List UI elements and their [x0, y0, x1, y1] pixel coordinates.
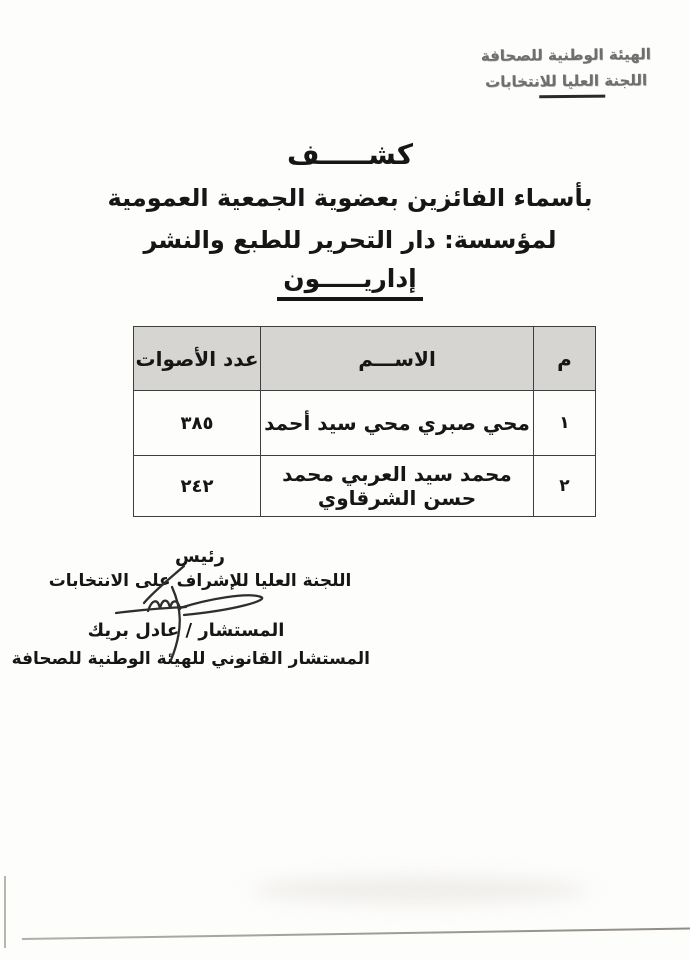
doc-category-text: إداريـــــون	[277, 264, 422, 301]
doc-subtitle-winners: بأسماء الفائزين بعضوية الجمعية العمومية	[107, 184, 593, 212]
cell-serial: ١	[534, 391, 596, 456]
table-header-row	[134, 327, 596, 391]
header-cell-votes: عدد الأصوات	[134, 327, 261, 391]
cell-winner-name: محمد سيد العربي محمد حسن الشرقاوي	[261, 456, 534, 517]
header-cell-serial: م	[534, 327, 596, 391]
authority-stamp	[466, 45, 667, 99]
signature-committee: اللجنة العليا للإشراف على الانتخابات	[48, 571, 352, 591]
stamp-committee-name: اللجنة العليا للانتخابات	[484, 71, 648, 91]
scan-artifact-line	[4, 876, 6, 948]
scan-ghost-smudge	[250, 876, 590, 904]
cell-vote-count: ٣٨٥	[134, 391, 261, 456]
results-table	[133, 326, 596, 517]
cell-vote-count: ٢٤٢	[134, 456, 261, 517]
stamp-underline-divider	[539, 95, 605, 99]
doc-title: كشـــــف	[287, 138, 413, 171]
table-row	[134, 456, 596, 517]
signatory-name: المستشار / عادل بريك	[87, 620, 285, 641]
scan-artifact-line	[22, 928, 690, 940]
doc-subtitle-institution: لمؤسسة: دار التحرير للطبع والنشر	[143, 226, 557, 254]
cell-winner-name: محي صبري محي سيد أحمد	[261, 391, 534, 456]
table-row	[134, 391, 596, 456]
cell-serial: ٢	[534, 456, 596, 517]
signatory-role: المستشار القانوني للهيئة الوطنية للصحافة	[11, 649, 370, 669]
stamp-authority-name: الهيئة الوطنية للصحافة	[480, 45, 651, 65]
signature-title-chairman: رئيس	[175, 546, 225, 567]
header-cell-name: الاســـم	[261, 327, 534, 391]
doc-category-heading	[10, 264, 690, 301]
